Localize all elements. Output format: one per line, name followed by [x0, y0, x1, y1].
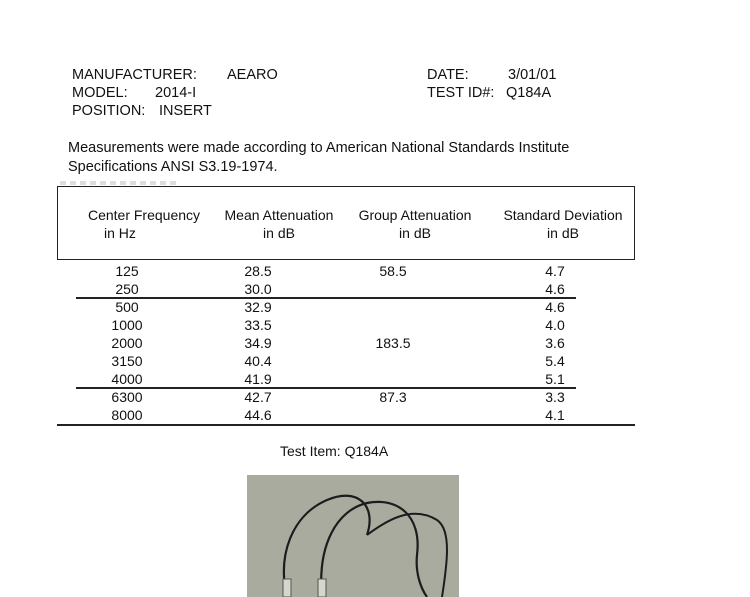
group-rule-1: [76, 297, 576, 299]
manufacturer-value: AEARO: [227, 67, 278, 83]
column-header-mean: Mean Attenuation in dB: [224, 207, 334, 241]
document-page: MANUFACTURER: AEARO MODEL: 2014-I POSITION: INSERT DATE: 3/01/01 TEST ID#: Q184A Measurements were made according to American National Standards Institute Specifications ANSI S3.19-1974. Center Frequency in Hz Mean Attenuation in dB Group Attenuation in dB Standard Deviation in dB 125 28.5 58.5 4.7 250 30.0 4.6 500 32.9 4.6 1000 33.5 4.0 2000 34.9 183.5 3.6 3150 40.4 5.4 4000 41.9 5.1 6300 42.7 87.3 3.3 8000 44.6 4.1 Test Item: Q184A: [0, 0, 750, 597]
intro-line-2: Specifications ANSI S3.19-1974.: [68, 159, 278, 175]
date-label: DATE:: [427, 67, 469, 83]
intro-line-1: Measurements were made according to American National Standards Institute: [68, 140, 570, 156]
column-header-sd: Standard Deviation in dB: [503, 207, 623, 241]
earplug-cord-drawing: [247, 475, 459, 597]
test-id-label: TEST ID#:: [427, 85, 495, 101]
scan-artifact: [60, 181, 180, 185]
test-id-value: Q184A: [506, 85, 552, 101]
model-label: MODEL:: [72, 85, 128, 101]
table-bottom-rule: [57, 424, 635, 426]
model-value: 2014-I: [155, 85, 197, 101]
photo-caption: Test Item: Q184A: [280, 443, 389, 459]
position-label: POSITION:: [72, 103, 146, 119]
column-header-group: Group Attenuation in dB: [358, 207, 472, 241]
position-value: INSERT: [159, 103, 212, 119]
intro-paragraph: [68, 139, 569, 177]
group-rule-2: [76, 387, 576, 389]
manufacturer-label: MANUFACTURER:: [72, 67, 197, 83]
test-item-photo: [247, 475, 459, 597]
date-value: 3/01/01: [508, 67, 557, 83]
column-header-frequency: Center Frequency in Hz: [87, 207, 201, 241]
